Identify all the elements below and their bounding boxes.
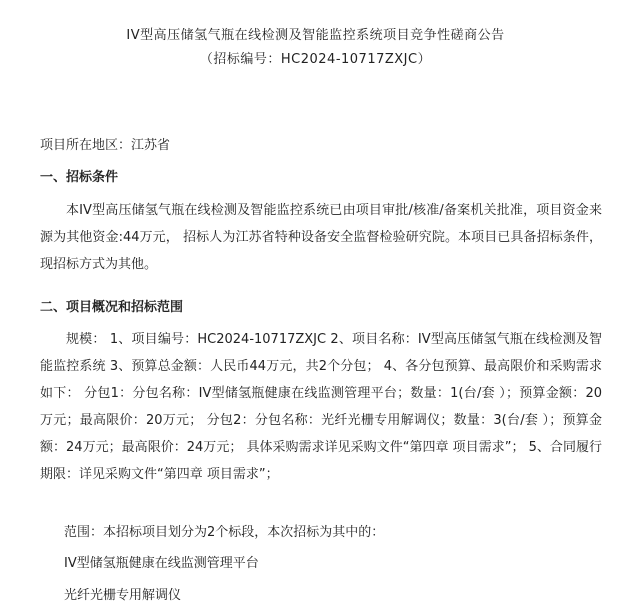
section-1-heading: 一、招标条件 bbox=[40, 170, 119, 185]
lot-item: 光纤光栅专用解调仪 bbox=[64, 588, 182, 603]
section-2-body: 规模： 1、项目编号：HC2024-10717ZXJC 2、项目名称：IV型高压储氢气瓶在线检测及智能监控系统 3、预算总金额：人民币44万元，共2个分包； 4、各分包预算、最高限价和采购需求如下： 分包1：分包名称：IV型储氢瓶健康在线监测管理平台；数量：1(台/套 ）；预算金额：20万元；最高限价：20万元； 分包2：分包名称：光纤光栅专用解调仪；数量：3(台/套 ）；预算金额：24万元；最高限价：24万元； 具体采购需求详见采购文件“第四章 项目需求”； 5、合同履行期限：详见采购文件“第四章 项目需求”； bbox=[40, 332, 602, 482]
scope-text: 范围：本招标项目划分为2个标段，本次招标为其中的： bbox=[64, 525, 385, 540]
section-2-heading: 二、项目概况和招标范围 bbox=[40, 300, 184, 315]
lot-item: IV型储氢瓶健康在线监测管理平台 bbox=[64, 556, 259, 571]
project-location: 项目所在地区：江苏省 bbox=[40, 138, 171, 153]
tender-number: （招标编号：HC2024-10717ZXJC） bbox=[199, 52, 432, 67]
page-title: IV型高压储氢气瓶在线检测及智能监控系统项目竞争性磋商公告 bbox=[126, 28, 505, 43]
section-1-body: 本IV型高压储氢气瓶在线检测及智能监控系统已由项目审批/核准/备案机关批准，项目资金来源为其他资金:44万元， 招标人为江苏省特种设备安全监督检验研究院。本项目已具备招标条件，现招标方式为其他。 bbox=[40, 203, 602, 272]
